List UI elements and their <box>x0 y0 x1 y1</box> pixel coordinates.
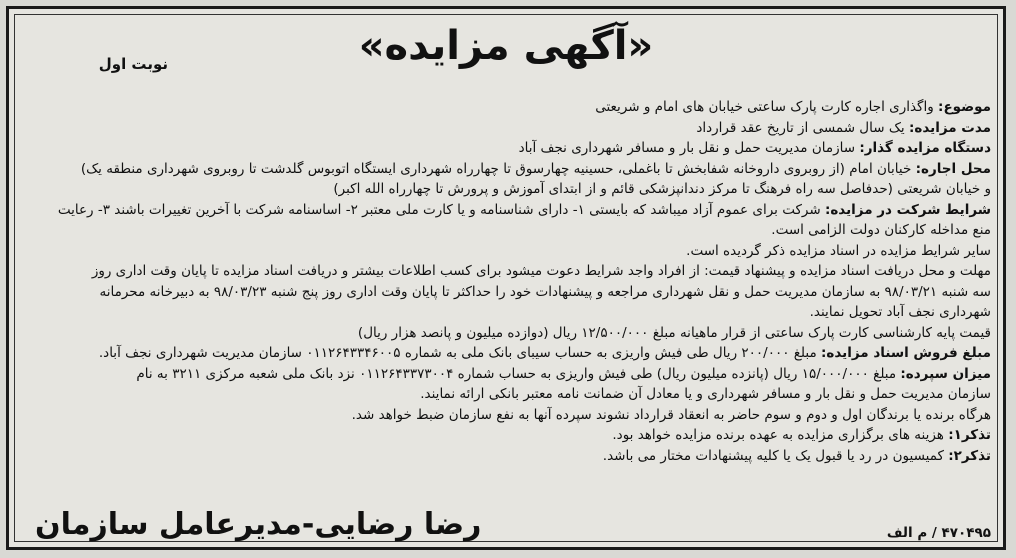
place-label: محل اجاره: <box>915 160 991 177</box>
turn-label: نوبت اول <box>98 55 168 73</box>
duration-line <box>21 118 991 139</box>
org-text: سازمان مدیریت حمل و نقل بار و مسافر شهرداری نجف آباد <box>518 140 860 156</box>
conditions-label: شرایط شرکت در مزایده: <box>824 201 991 218</box>
base-price-line: قیمت پایه کارشناسی کارت پارک ساعتی از قرار ماهیانه مبلغ ۱۲/۵۰۰/۰۰۰ ریال (دوازده میلیون و پانصد هزار ریال) <box>357 324 991 341</box>
org-label: دستگاه مزایده گذار: <box>859 140 991 156</box>
deposit-line-2: سازمان مدیریت حمل و نقل بار و مسافر شهرداری و یا معادل آن ضمانت نامه معتبر بانکی ارائه نمایند. <box>420 386 991 402</box>
subject-line <box>21 97 991 118</box>
sale-label: مبلغ فروش اسناد مزایده: <box>821 345 991 361</box>
sale-text: مبلغ ۲۰۰/۰۰۰ ریال طی فیش واریزی به حساب سیبای بانک ملی به شماره ۰۱۱۲۶۴۳۳۴۶۰۰۵ سازمان مدیریت شهرداری نجف آباد. <box>98 345 821 361</box>
signature: رضا رضایی-مدیرعامل سازمان <box>35 507 482 542</box>
note2-text: کمیسیون در رد یا قبول یک یا کلیه پیشنهادات مختار می باشد. <box>602 447 949 464</box>
note2-line <box>21 446 991 467</box>
sale-line <box>21 343 991 364</box>
notice-title: «آگهی مزایده» <box>358 23 654 69</box>
notice-body <box>21 97 991 466</box>
duration-label: مدت مزایده: <box>908 119 991 136</box>
reference-code: ۴۷۰۴۹۵ / م الف <box>886 525 991 541</box>
deposit-line <box>21 364 991 385</box>
deadline-line-1: مهلت و محل دریافت اسناد مزایده و پیشنهاد قیمت: از افراد واجد شرایط دعوت میشود برای کسب اطلاعات بیشتر و دریافت اسناد مزایده تا پایان وقت اداری روز <box>91 263 991 279</box>
winners-line: هرگاه برنده یا برندگان اول و دوم و سوم حاضر به انعقاد قرارداد نشوند سپرده آنها به نفع سازمان ضبط خواهد شد. <box>351 406 991 423</box>
place-text-1: خیابان امام (از روبروی داروخانه شفابخش تا باغملی، حسینیه چهارسوق تا چهارراه شهرداری ایستگاه اتوبوس گلدشت تا روبروی شهرداری منطقه یک) <box>80 160 916 177</box>
note2-label: تذکر۲: <box>948 447 991 464</box>
conditions-text-1: شرکت برای عموم آزاد میباشد که بایستی ۱- دارای شناسنامه و یا کارت ملی معتبر ۲- اساسنامه شرکت با آخرین تغییرات باشند ۳- رعایت <box>57 201 825 218</box>
conditions-line <box>21 200 991 221</box>
duration-text: یک سال شمسی از تاریخ عقد قرارداد <box>696 119 909 136</box>
note1-text: هزینه های برگزاری مزایده به عهده برنده مزایده خواهد بود. <box>612 427 949 443</box>
place-line <box>21 159 991 180</box>
deadline-line-3: شهرداری نجف آباد تحویل نمایند. <box>809 304 991 320</box>
note1-label: تذکر۱: <box>948 427 991 443</box>
subject-text: واگذاری اجاره کارت پارک ساعتی خیابان های امام و شریعتی <box>595 99 939 115</box>
deposit-text-1: مبلغ ۱۵/۰۰۰/۰۰۰ ریال (پانزده میلیون ریال) طی فیش واریزی به حساب شماره ۰۱۱۲۶۴۳۳۷۳۰۰۴ نزد بانک ملی شعبه مرکزی ۳۲۱۱ به نام <box>136 365 901 382</box>
org-line <box>21 138 991 159</box>
note1-line <box>21 425 991 446</box>
conditions-line-2: منع مداخله کارکنان دولت الزامی است. <box>771 222 991 238</box>
deposit-label: میزان سپرده: <box>900 365 991 382</box>
other-conditions-line: سایر شرایط مزایده در اسناد مزایده ذکر گردیده است. <box>686 242 991 259</box>
notice-frame <box>6 6 1006 550</box>
place-line-2: و خیابان شریعتی (حدفاصل سه راه فرهنگ تا مرکز دندانپزشکی قائم و از ابتدای آموزش و پرورش تا چهارراه الله اکبر) <box>333 181 991 197</box>
deadline-line-2: سه شنبه ۹۸/۰۳/۲۱ به سازمان مدیریت حمل و نقل شهرداری مراجعه و پیشنهادات خود را حداکثر تا پایان وقت اداری روز پنج شنبه ۹۸/۰۳/۲۳ به دبیرخانه محرمانه <box>99 283 991 300</box>
subject-label: موضوع: <box>938 99 991 115</box>
